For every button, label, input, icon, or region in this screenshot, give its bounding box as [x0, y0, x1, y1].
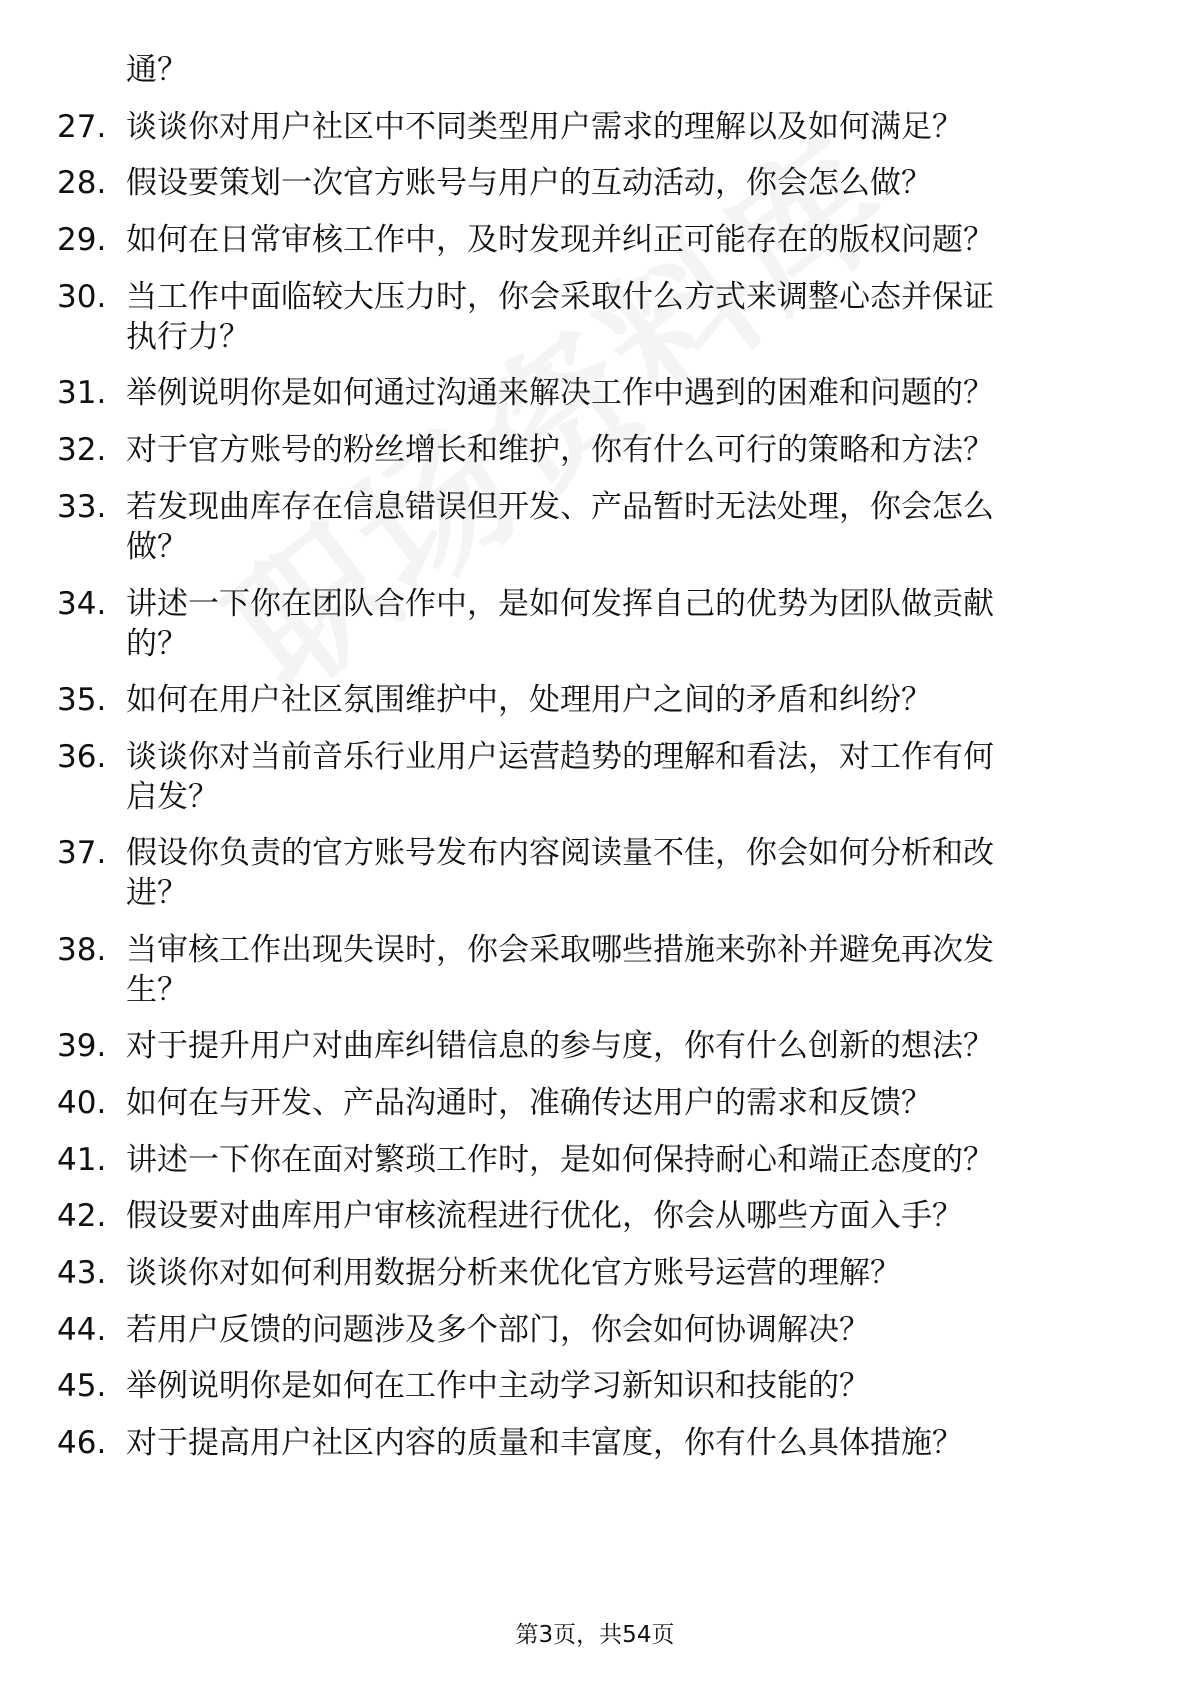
question-text: 的？ [126, 626, 188, 662]
question-text: 生？ [126, 972, 188, 1008]
question-number: 33. [57, 489, 107, 525]
question-number: 27. [57, 109, 107, 145]
question-text: 执行力？ [126, 319, 250, 355]
question-text: 举例说明你是如何在工作中主动学习新知识和技能的？ [126, 1368, 870, 1404]
question-text: 对于提升用户对曲库纠错信息的参与度，你有什么创新的想法？ [126, 1028, 994, 1064]
question-number: 42. [57, 1198, 107, 1234]
question-text: 当审核工作出现失误时，你会采取哪些措施来弥补并避免再次发 [126, 932, 994, 968]
question-text: 举例说明你是如何通过沟通来解决工作中遇到的困难和问题的？ [126, 375, 994, 411]
question-text: 讲述一下你在团队合作中，是如何发挥自己的优势为团队做贡献 [126, 586, 994, 622]
page-footer: 第3页，共54页 [515, 1622, 675, 1648]
question-number: 34. [57, 586, 107, 622]
question-text: 如何在与开发、产品沟通时，准确传达用户的需求和反馈？ [126, 1085, 932, 1121]
question-text: 如何在日常审核工作中，及时发现并纠正可能存在的版权问题？ [126, 222, 994, 258]
question-text: 若发现曲库存在信息错误但开发、产品暂时无法处理，你会怎么 [126, 489, 994, 525]
question-text: 做？ [126, 529, 188, 565]
question-text: 假设要策划一次官方账号与用户的互动活动，你会怎么做？ [126, 165, 932, 201]
question-text: 当工作中面临较大压力时，你会采取什么方式来调整心态并保证 [126, 279, 994, 315]
question-number: 28. [57, 165, 107, 201]
question-number: 38. [57, 932, 107, 968]
question-text: 对于官方账号的粉丝增长和维护，你有什么可行的策略和方法？ [126, 432, 994, 468]
question-text: 进？ [126, 875, 188, 911]
question-text: 启发？ [126, 779, 219, 815]
question-number: 31. [57, 375, 107, 411]
question-number: 40. [57, 1085, 107, 1121]
question-number: 32. [57, 432, 107, 468]
question-number: 29. [57, 222, 107, 258]
question-text: 谈谈你对用户社区中不同类型用户需求的理解以及如何满足？ [126, 109, 963, 145]
question-text: 假设你负责的官方账号发布内容阅读量不佳，你会如何分析和改 [126, 835, 994, 871]
question-text: 若用户反馈的问题涉及多个部门，你会如何协调解决？ [126, 1312, 870, 1348]
question-number: 44. [57, 1312, 107, 1348]
question-number: 36. [57, 739, 107, 775]
question-text: 如何在用户社区氛围维护中，处理用户之间的矛盾和纠纷？ [126, 682, 932, 718]
question-text: 假设要对曲库用户审核流程进行优化，你会从哪些方面入手？ [126, 1198, 963, 1234]
question-number: 30. [57, 279, 107, 315]
question-text: 讲述一下你在面对繁琐工作时，是如何保持耐心和端正态度的？ [126, 1142, 994, 1178]
question-number: 41. [57, 1142, 107, 1178]
question-number: 37. [57, 835, 107, 871]
question-number: 43. [57, 1255, 107, 1291]
question-text: 谈谈你对如何利用数据分析来优化官方账号运营的理解？ [126, 1255, 901, 1291]
question-number: 35. [57, 682, 107, 718]
question-text: 谈谈你对当前音乐行业用户运营趋势的理解和看法，对工作有何 [126, 739, 994, 775]
question-text: 对于提高用户社区内容的质量和丰富度，你有什么具体措施？ [126, 1425, 963, 1461]
question-number: 46. [57, 1425, 107, 1461]
question-number: 39. [57, 1028, 107, 1064]
question-number: 45. [57, 1368, 107, 1404]
question-text: 通？ [126, 52, 188, 88]
